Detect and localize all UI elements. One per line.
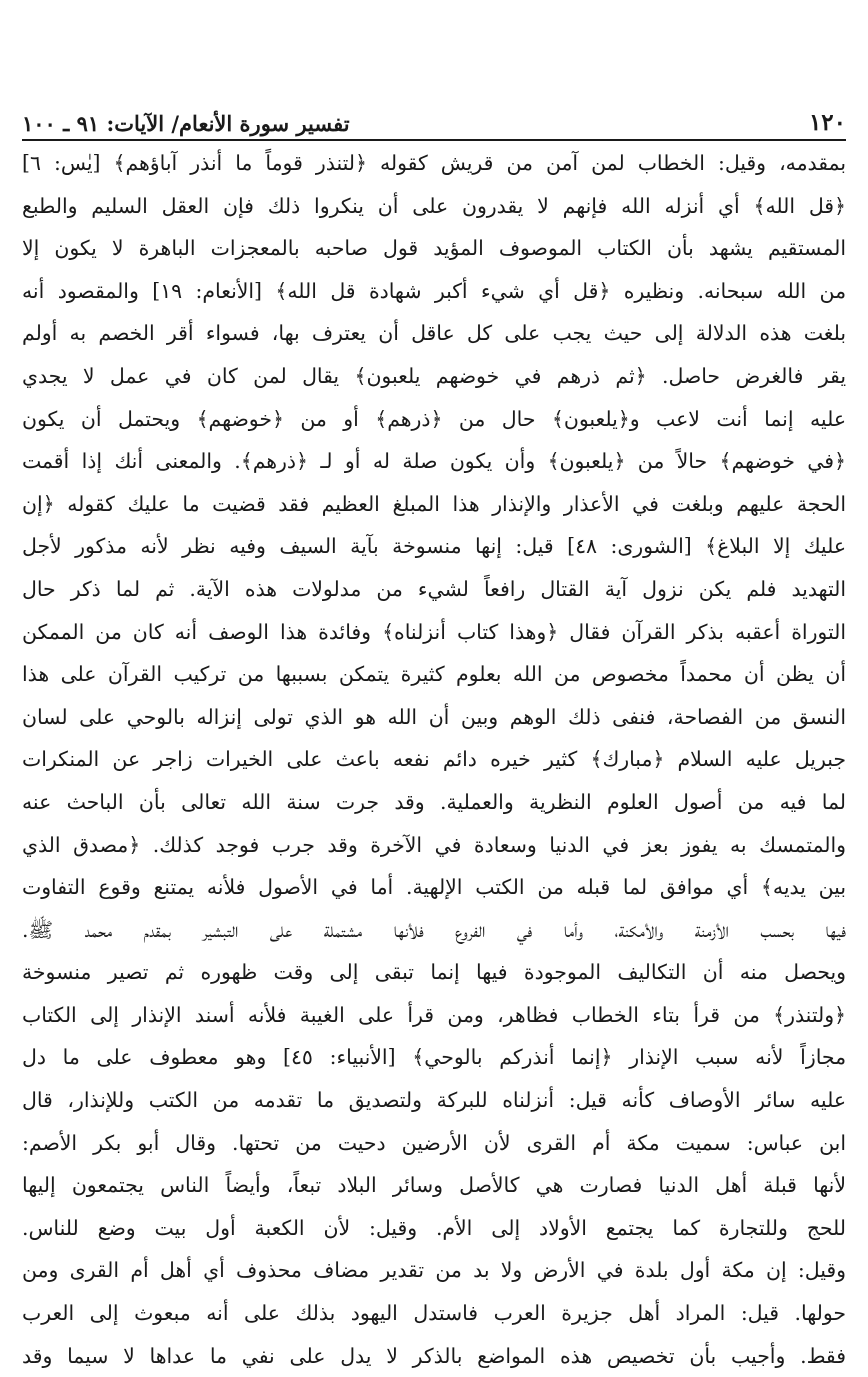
text-line: بلغت هذه الدلالة إلى حيث يجب على كل عاقل أن يعترف بها، فسواء أقر الخصم به أولم — [22, 321, 846, 346]
text-line: المستقيم يشهد بأن الكتاب الموصوف المؤيد قول صاحبه بالمعجزات الباهرة لا يكون إلا — [22, 236, 846, 261]
text-line: التهديد فلم يكن نزول آية القتال رافعاً لشيء من مدلولات هذه الآية. ثم لما ذكر حال — [22, 576, 846, 601]
text-line: وقيل: إن مكة أول بلدة في الأرض ولا بد من تقدير مضاف محذوف أي أهل أم القرى ومن — [22, 1258, 846, 1283]
text-line: بين يديه﴾ أي موافق لما قبله من الكتب الإلهية. أما في الأصول فلأنه يمتنع وقوع التفاوت — [22, 875, 846, 900]
text-line: لما فيه من أصول العلوم النظرية والعملية. وقد جرت سنة الله تعالى بأن الباحث عنه — [22, 789, 846, 814]
text-line: فقط. وأجيب بأن تخصيص هذه المواضع بالذكر لا يدل على نفي ما عداها لا سيما وقد — [22, 1343, 846, 1368]
text-line: ﴿في خوضهم﴾ حالاً من ﴿يلعبون﴾ وأن يكون صلة له أو لـ ﴿ذرهم﴾. والمعنى أنك إذا أقمت — [22, 449, 846, 474]
page-number: ١٢٠ — [808, 109, 846, 136]
text-line: مجازاً لأنه سبب الإنذار ﴿إنما أنذركم بالوحي﴾ [الأنبياء: ٤٥] وهو معطوف على ما دل — [22, 1045, 846, 1070]
text-line: أن يظن أن محمداً مخصوص من الله بعلوم كثيرة يتمكن بسببها من تركيب القرآن على هذا — [22, 662, 846, 687]
text-line: عليك إلا البلاغ﴾ [الشورى: ٤٨] قيل: إنها منسوخة بآية السيف وفيه نظر لأنه مذكور لأجل — [22, 534, 846, 559]
text-line: يقر فالغرض حاصل. ﴿ثم ذرهم في خوضهم يلعبون﴾ يقال لمن كان في عمل لا يجدي — [22, 363, 846, 388]
text-line: ﴿قل الله﴾ أي أنزله الله فإنهم لا يقدرون على أن ينكروا ذلك فإن العقل السليم والطبع — [22, 193, 846, 218]
text-line: من الله سبحانه. ونظيره ﴿قل أي شيء أكبر شهادة قل الله﴾ [الأنعام: ١٩] والمقصود أنه — [22, 278, 846, 303]
text-line: الحجة عليهم وبلغت في الأعذار والإنذار هذا المبلغ العظيم فقد قضيت ما عليك كقوله ﴿إن — [22, 491, 846, 516]
header-divider — [22, 139, 846, 141]
text-line: ابن عباس: سميت مكة أم القرى لأن الأرضين دحيت من تحتها. وقال أبو بكر الأصم: — [22, 1130, 846, 1155]
text-line: ﴿ولتنذر﴾ من قرأ بتاء الخطاب فظاهر، ومن قرأ على الغيبة فلأنه أسند الإنذار إلى الكتاب — [22, 1002, 846, 1027]
text-line: ويحصل منه أن التكاليف الموجودة فيها إنما تبقى إلى وقت ظهوره ثم تصير منسوخة — [22, 960, 846, 985]
text-line: بمقدمه، وقيل: الخطاب لمن آمن من قريش كقوله ﴿لتنذر قوماً ما أنذر آباؤهم﴾ [يٰس: ٦] — [22, 151, 846, 175]
text-line: النسق من الفصاحة، فنفى ذلك الوهم وبين أن الله هو الذي تولى إنزاله بالوحي على لسان — [22, 704, 846, 729]
text-line: التوراة أعقبه بذكر القرآن فقال ﴿وهذا كتاب أنزلناه﴾ وفائدة هذا الوصف أنه كان من الممكن — [22, 619, 846, 644]
text-line: للحج وللتجارة كما يجتمع الأولاد إلى الأم. وقيل: لأن الكعبة أول بيت وضع للناس. — [22, 1215, 846, 1240]
body-text — [22, 142, 846, 1377]
text-line: عليه سائر الأوصاف كأنه قيل: أنزلناه للبركة ولتصديق ما تقدمه من الكتب وللإنذار، قال — [22, 1088, 846, 1113]
text-line: والمتمسك به يفوز بعز في الدنيا وسعادة في الآخرة وقد جرب فوجد كذلك. ﴿مصدق الذي — [22, 832, 846, 857]
text-line: فيها بحسب الأزمنة والأمكنة، وأما في الفروع فلأنها مشتملة على التبشير بمقدم محمد ﷺ. — [22, 917, 846, 942]
running-head — [22, 92, 846, 136]
running-title: تفسير سورة الأنعام/ الآيات: ٩١ ـ ١٠٠ — [22, 111, 350, 136]
text-line: حولها. قيل: المراد أهل جزيرة العرب فاستدل اليهود بذلك على أنه مبعوث إلى العرب — [22, 1301, 846, 1326]
text-line: جبريل عليه السلام ﴿مبارك﴾ كثير خيره دائم نفعه باعث على الخيرات زاجر عن المنكرات — [22, 747, 846, 772]
text-line: لأنها قبلة أهل الدنيا فصارت هي كالأصل وسائر البلاد تبعاً، وأيضاً الناس يجتمعون إليها — [22, 1173, 846, 1198]
text-line: عليه إنما أنت لاعب و﴿يلعبون﴾ حال من ﴿ذرهم﴾ أو من ﴿خوضهم﴾ ويحتمل أن يكون — [22, 406, 846, 431]
